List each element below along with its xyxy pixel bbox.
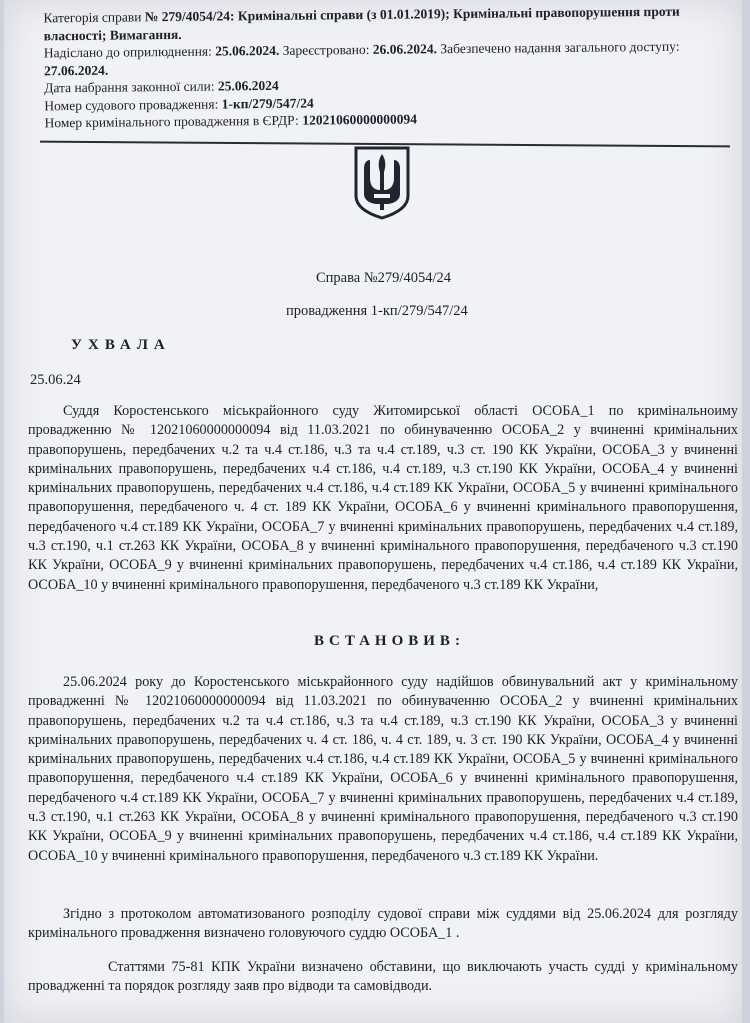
document-date: 25.06.24 xyxy=(30,372,81,388)
document-page xyxy=(4,0,742,1023)
established-paragraph: 25.06.2024 року до Коростенського міськрайонного суду надійшов обвинувальний акт у кримінальному провадженні № 12021060000000094 від 11.03.2021 по обинуваченню ОСОБА_2 у вчиненні кримінальних правопорушень, передбачених ч.2 та ч.4 ст.186, ч.3 та ч.4 ст.189, ч.3 ст.190 КК України, ОСОБА_3 у вчиненні кримінальних правопорушень, передбачених ч. 4 ст. 186, ч. 4 ст. 189, ч. 3 ст. 190 КК України, ОСОБА_4 у вчиненні кримінальних правопорушень, передбачених ч.4 ст.186, ч.4 ст.189 КК України, ОСОБА_5 у вчиненні кримінального правопорушення, передбаченого ч.4 ст.189 КК України, ОСОБА_6 у вчиненні кримінального правопорушення, передбаченого ч.4 ст.189 КК України, ОСОБА_7 у вчиненні кримінальних правопорушень, передбачених ч.4 ст.189, ч.3 ст.190, ч.1 ст.263 КК України, ОСОБА_8 у вчиненні кримінального правопорушення, передбаченого ч.3 ст.190 КК України, ОСОБА_9 у вчиненні кримінальних правопорушень, передбачених ч.4 ст.186, ч.4 ст.189 КК України, ОСОБА_10 у вчиненні кримінального правопорушення, передбаченого ч.3 ст.189 КК України. xyxy=(28,674,738,864)
document-heading: УХВАЛА xyxy=(71,337,171,353)
case-metadata xyxy=(43,3,684,132)
erdr-line: Номер кримінального провадження в ЄРДР: 12021060000000094 xyxy=(44,111,418,131)
trident-emblem-icon xyxy=(352,146,412,220)
established-heading: ВСТАНОВИВ: xyxy=(314,633,465,649)
effective-date-line: Дата набрання законної сили: 25.06.2024 xyxy=(44,77,279,96)
publication-line: Надіслано до оприлюднення: 25.06.2024. Зареєстровано: 26.06.2024. Забезпечено надання загального доступу: 27.06.2024. xyxy=(43,38,680,78)
category-line: Категорія справи № 279/4054/24: Кримінальні справи (з 01.01.2019); Кримінальні правопорушення проти власності; Вимагання. xyxy=(43,3,680,43)
intro-paragraph: Суддя Коростенського міськрайонного суду Житомирської області ОСОБА_1 по кримінальноиму провадженню № 12021060000000094 від 11.03.2021 по обинуваченню ОСОБА_2 у вчиненні кримінальних правопорушень, передбачених ч.2 та ч.4 ст.186, ч.3 та ч.4 ст.189, ч.3 ст. 190 КК України, ОСОБА_3 у вчиненні кримінальних правопорушень, передбачених ч.4 ст.186, ч.4 ст.189, ч.3 ст.190 КК України, ОСОБА_4 у вчиненні кримінальних правопорушень, передбачених ч.4 ст.186, ч.4 ст.189 КК України, ОСОБА_5 у вчиненні кримінального правопорушення, передбаченого ч. 4 ст. 189 КК України, ОСОБА_6 у вчиненні кримінального правопорушення, передбаченого ч.4 ст.189 КК України, ОСОБА_7 у вчиненні кримінальних правопорушень, передбачених ч.4 ст.189, ч.3 ст.190, ч.1 ст.263 КК України, ОСОБА_8 у вчиненні кримінального правопорушення, передбаченого ч.3 ст.190 КК України, ОСОБА_9 у вчиненні кримінальних правопорушень, передбачених ч.4 ст.186, ч.4 ст.189 КК України, ОСОБА_10 у вчиненні кримінального правопорушення, передбаченого ч.3 ст.189 КК України, xyxy=(28,403,738,593)
articles-paragraph: Статтями 75-81 КПК України визначено обставини, що виключають участь судді у кримінальному провадженні та порядок розгляду заяв про відводи та самовідводи. xyxy=(28,959,738,995)
court-proceeding-line: Номер судового провадження: 1-кп/279/547/24 xyxy=(44,95,314,113)
proceeding-number: провадження 1-кп/279/547/24 xyxy=(286,303,468,319)
case-number: Справа №279/4054/24 xyxy=(316,270,451,286)
distribution-paragraph: Згідно з протоколом автоматизованого розподілу судової справи між суддями від 25.06.2024 для розгляду кримінального провадження визначено головуючого суддю ОСОБА_1 . xyxy=(28,906,738,942)
